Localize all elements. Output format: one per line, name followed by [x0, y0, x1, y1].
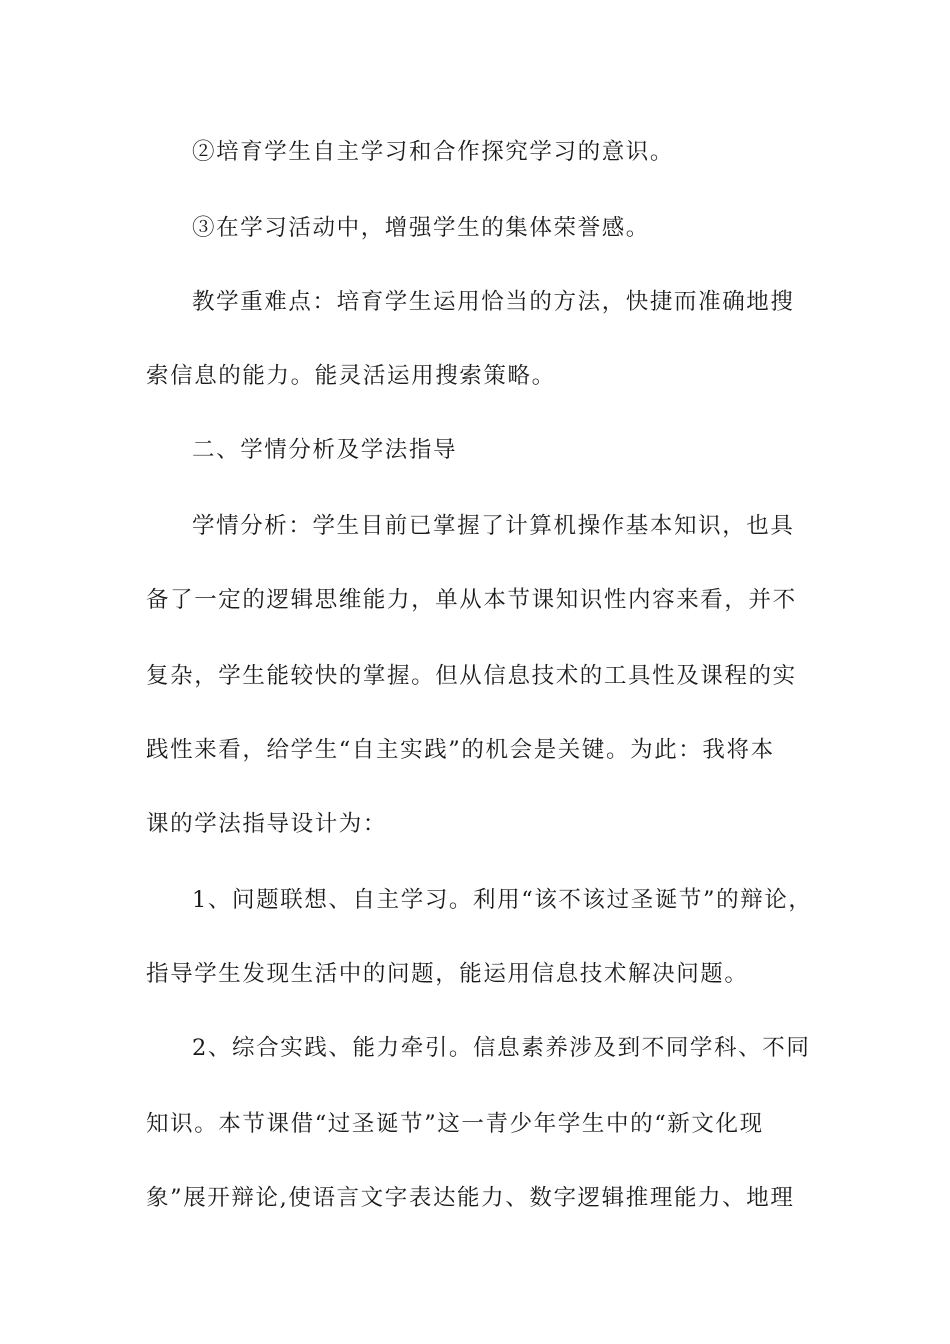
text-line: 1、问题联想、自主学习。利用“该不该过圣诞节”的辩论， [192, 887, 813, 913]
text-line: 备了一定的逻辑思维能力，单从本节课知识性内容来看，并不 [146, 587, 797, 613]
text-line: 践性来看，给学生“自主实践”的机会是关键。为此：我将本 [146, 737, 775, 763]
text-line: 指导学生发现生活中的问题，能运用信息技术解决问题。 [146, 961, 749, 987]
text-line: 教学重难点：培育学生运用恰当的方法，快捷而准确地搜 [192, 289, 795, 315]
text-line: ②培育学生自主学习和合作探究学习的意识。 [192, 139, 675, 165]
text-line: 索信息的能力。能灵活运用搜索策略。 [146, 363, 556, 389]
text-line: 2、综合实践、能力牵引。信息素养涉及到不同学科、不同 [192, 1035, 811, 1061]
text-line: 复杂，学生能较快的掌握。但从信息技术的工具性及课程的实 [146, 663, 797, 689]
section-heading: 二、学情分析及学法指导 [192, 437, 458, 463]
text-line: 知识。本节课借“过圣诞节”这一青少年学生中的“新文化现 [146, 1111, 764, 1137]
text-line: ③在学习活动中，增强学生的集体荣誉感。 [192, 215, 650, 241]
text-line: 学情分析：学生目前已掌握了计算机操作基本知识，也具 [192, 513, 795, 539]
text-line: 课的学法指导设计为： [146, 811, 388, 837]
text-line: 象”展开辩论,使语言文字表达能力、数字逻辑推理能力、地理 [146, 1185, 795, 1211]
